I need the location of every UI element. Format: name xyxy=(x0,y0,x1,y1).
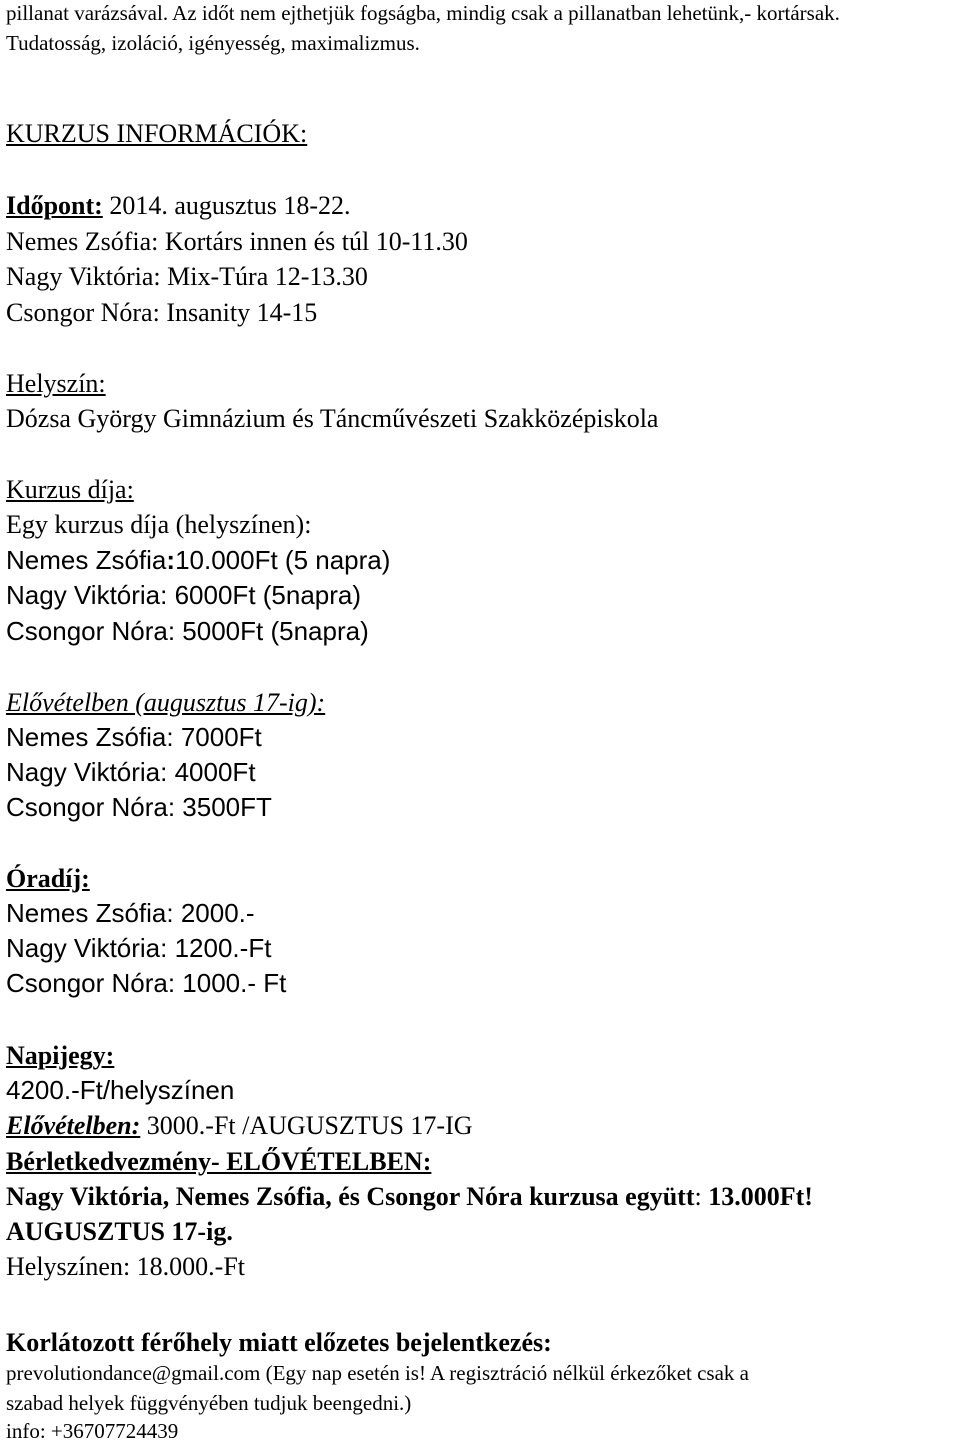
idopont-item: Nemes Zsófia: Kortárs innen és túl 10-11.30 xyxy=(6,227,468,256)
berlet-label: Bérletkedvezmény- ELŐVÉTELBEN: xyxy=(6,1147,432,1176)
napijegy-value: 4200.-Ft/helyszínen xyxy=(6,1075,235,1105)
section-title: KURZUS INFORMÁCIÓK: xyxy=(6,119,308,148)
helyszin-value: Dózsa György Gimnázium és Táncművészeti Szakközépiskola xyxy=(6,404,659,433)
nemes-price: 10.000Ft (5 napra) xyxy=(175,545,391,575)
bejelentkezes-info: info: +36707724439 xyxy=(6,1419,179,1443)
kurzus-dija-item: Nagy Viktória: 6000Ft (5napra) xyxy=(6,580,362,610)
nemes-colon: : xyxy=(166,545,176,575)
oradij-item: Csongor Nóra: 1000.- Ft xyxy=(6,968,287,998)
idopont-item: Csongor Nóra: Insanity 14-15 xyxy=(6,298,318,327)
napijegy-elovetel-value: 3000.-Ft /AUGUSZTUS 17-IG xyxy=(140,1111,473,1140)
oradij-label: Óradíj: xyxy=(6,864,90,893)
oradij-item: Nemes Zsófia: 2000.- xyxy=(6,898,255,928)
berlet-colon: : xyxy=(694,1182,709,1211)
elovetel-item: Csongor Nóra: 3500FT xyxy=(6,792,272,822)
kurzus-dija-label: Kurzus díja: xyxy=(6,475,134,504)
nemes-name: Nemes Zsófia xyxy=(6,545,167,575)
berlet-line-1 xyxy=(6,1179,813,1214)
napijegy-elovetel-label: Elővételben: xyxy=(6,1111,141,1140)
intro-line-1: pillanat varázsával. Az időt nem ejthetjük fogságba, mindig csak a pillanatban lehetünk,- kortársak. xyxy=(6,1,840,25)
elovetel-label: Elővételben (augusztus 17-ig): xyxy=(6,688,326,717)
berlet-line-3: Helyszínen: 18.000.-Ft xyxy=(6,1252,246,1281)
helyszin-label: Helyszín: xyxy=(6,369,106,398)
elovetel-item: Nemes Zsófia: 7000Ft xyxy=(6,722,262,752)
kurzus-dija-nemes xyxy=(6,543,390,578)
napijegy-label: Napijegy: xyxy=(6,1041,115,1070)
oradij-item: Nagy Viktória: 1200.-Ft xyxy=(6,933,272,963)
berlet-line-2: AUGUSZTUS 17-ig. xyxy=(6,1217,233,1246)
bejelentkezes-line-1: prevolutiondance@gmail.com (Egy nap esetén is! A regisztráció nélkül érkezőket csak a xyxy=(6,1361,749,1385)
berlet-names: Nagy Viktória, Nemes Zsófia, és Csongor Nóra kurzusa együtt xyxy=(6,1182,695,1211)
kurzus-dija-intro: Egy kurzus díja (helyszínen): xyxy=(6,510,312,539)
intro-line-2: Tudatosság, izoláció, igényesség, maximalizmus. xyxy=(6,31,420,55)
kurzus-dija-item: Csongor Nóra: 5000Ft (5napra) xyxy=(6,616,369,646)
idopont-row xyxy=(6,188,351,223)
idopont-item: Nagy Viktória: Mix-Túra 12-13.30 xyxy=(6,262,368,291)
idopont-value: 2014. augusztus 18-22. xyxy=(102,191,351,220)
bejelentkezes-line-2: szabad helyek függvényében tudjuk beengedni.) xyxy=(6,1391,412,1415)
bejelentkezes-label: Korlátozott férőhely miatt előzetes bejelentkezés: xyxy=(6,1328,552,1357)
elovetel-item: Nagy Viktória: 4000Ft xyxy=(6,757,256,787)
napijegy-elovetel-row xyxy=(6,1108,473,1143)
idopont-label: Időpont: xyxy=(6,191,103,220)
berlet-price: 13.000Ft! xyxy=(708,1182,813,1211)
